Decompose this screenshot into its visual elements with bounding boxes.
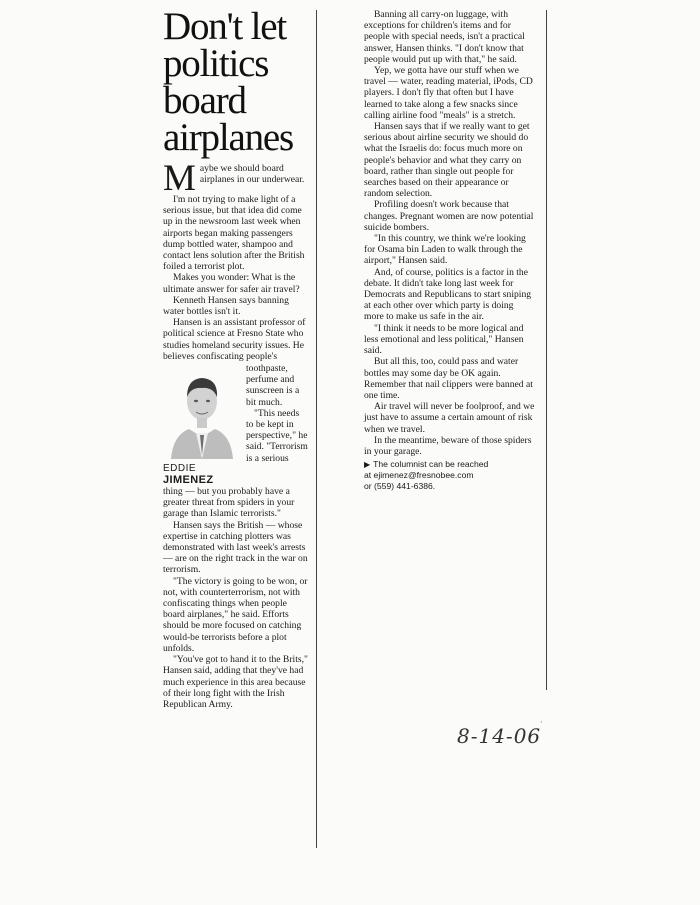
paragraph: Banning all carry-on luggage, with exceptions for children's items and for people with special needs, isn't a practical answer, Hansen thinks. "I don't know that people would put up with that," he said. [364, 9, 525, 65]
paragraph: "The victory is going to be won, or not, with counterterrorism, not with confiscating things when people board airplanes," he said. Efforts should be more focused on catching would-be terrorists before a plot unfolds. [163, 575, 308, 654]
paragraph: I'm not trying to make light of a serious issue, but that idea did come up in the newsroom last week when airports began making passengers dump bottled water, shampoo and contact lens solution after the British foiled a terrorist plot. [163, 194, 305, 273]
paragraph: Makes you wonder: What is the ultimate answer for safer air travel? [163, 272, 300, 295]
headline-line: airplanes [163, 116, 293, 159]
columnist-photo [163, 363, 241, 486]
headline-line: Don't let [163, 5, 286, 48]
column-rule-right [546, 10, 547, 690]
paragraph: toothpaste, perfume and sunscreen is a bit much. [246, 363, 300, 408]
paragraph: Hansen says the British — whose expertise in catching plotters was demonstrated with last week's arrests — are on the right track in the war on terrorism. [163, 519, 308, 576]
columnist-contact [364, 459, 535, 492]
paragraph: Air travel will never be foolproof, and we just have to assume a certain amount of risk when we travel. [364, 401, 535, 435]
contact-phone: or (559) 441-6386. [364, 481, 436, 492]
photo-wrap-text [246, 363, 308, 464]
article-column-2 [364, 9, 535, 492]
paragraph: "In this country, we think we're looking for Osama bin Laden to walk through the airport," Hansen said. [364, 233, 526, 267]
contact-email: at ejimenez@fresnobee.com [364, 470, 474, 481]
lede [163, 158, 311, 199]
column-rule-left [316, 10, 317, 848]
paragraph: "This needs to be kept in perspective," he said. "Terrorism is a serious [246, 407, 308, 464]
contact-line: The columnist can be reached [373, 459, 489, 470]
paragraph: In the meantime, beware of those spiders in your garage. [364, 434, 532, 457]
paragraph: But all this, too, could pass and water bottles may some day be OK again. Remember that nail clippers were banned at one time. [364, 356, 533, 401]
article-column-1 [163, 5, 311, 710]
headline-line: board [163, 79, 246, 122]
paragraph: "I think it needs to be more logical and less emotional and less political," Hansen said. [364, 322, 524, 357]
paragraph: Yep, we gotta have our stuff when we travel — water, reading material, iPods, CD players. I don't fly that often but I have learned to take along a few snacks since calling airline food "meals" is a stretch. [364, 65, 533, 121]
paragraph: "You've got to hand it to the Brits," Hansen said, adding that they've had much experience in this area because of their long fight with the Irish Republican Army. [163, 654, 308, 710]
drop-cap: M [163, 158, 196, 199]
lede-text: aybe we should board airplanes in our underwear. [199, 163, 305, 186]
paragraph: Hansen says that if we really want to get serious about airline security we should do what the Israelis do: focus much more on people's behavior and what they carry on board, rather than single out people for searches based on their appearance or random selection. [364, 121, 530, 200]
photo-block [163, 363, 311, 486]
headline-line: politics [163, 42, 269, 85]
handwritten-date: 8-14-06 [457, 724, 542, 748]
columnist-portrait-image [163, 363, 241, 459]
paragraph: Kenneth Hansen says banning water bottles isn't it. [163, 294, 289, 318]
byline-last-name: JIMENEZ [163, 474, 214, 487]
paragraph: Profiling doesn't work because that changes. Pregnant women are now potential suicide bombers. [364, 199, 534, 233]
scan-speck: · [540, 718, 543, 727]
triangle-arrow-icon: ▶ [364, 460, 371, 470]
paragraph: And, of course, politics is a factor in the debate. It didn't take long last week for Democrats and Republicans to start sniping at each other over which party is doing more to make us safe in the air. [364, 266, 532, 323]
byline-first-name: EDDIE [163, 463, 197, 475]
paragraph: thing — but you probably have a greater threat from spiders in your garage than Islamic terrorists." [163, 486, 295, 520]
paragraph: Hansen is an assistant professor of political science at Fresno State who studies homeland security issues. He believes confiscating people's [163, 317, 306, 362]
headline [163, 5, 311, 159]
